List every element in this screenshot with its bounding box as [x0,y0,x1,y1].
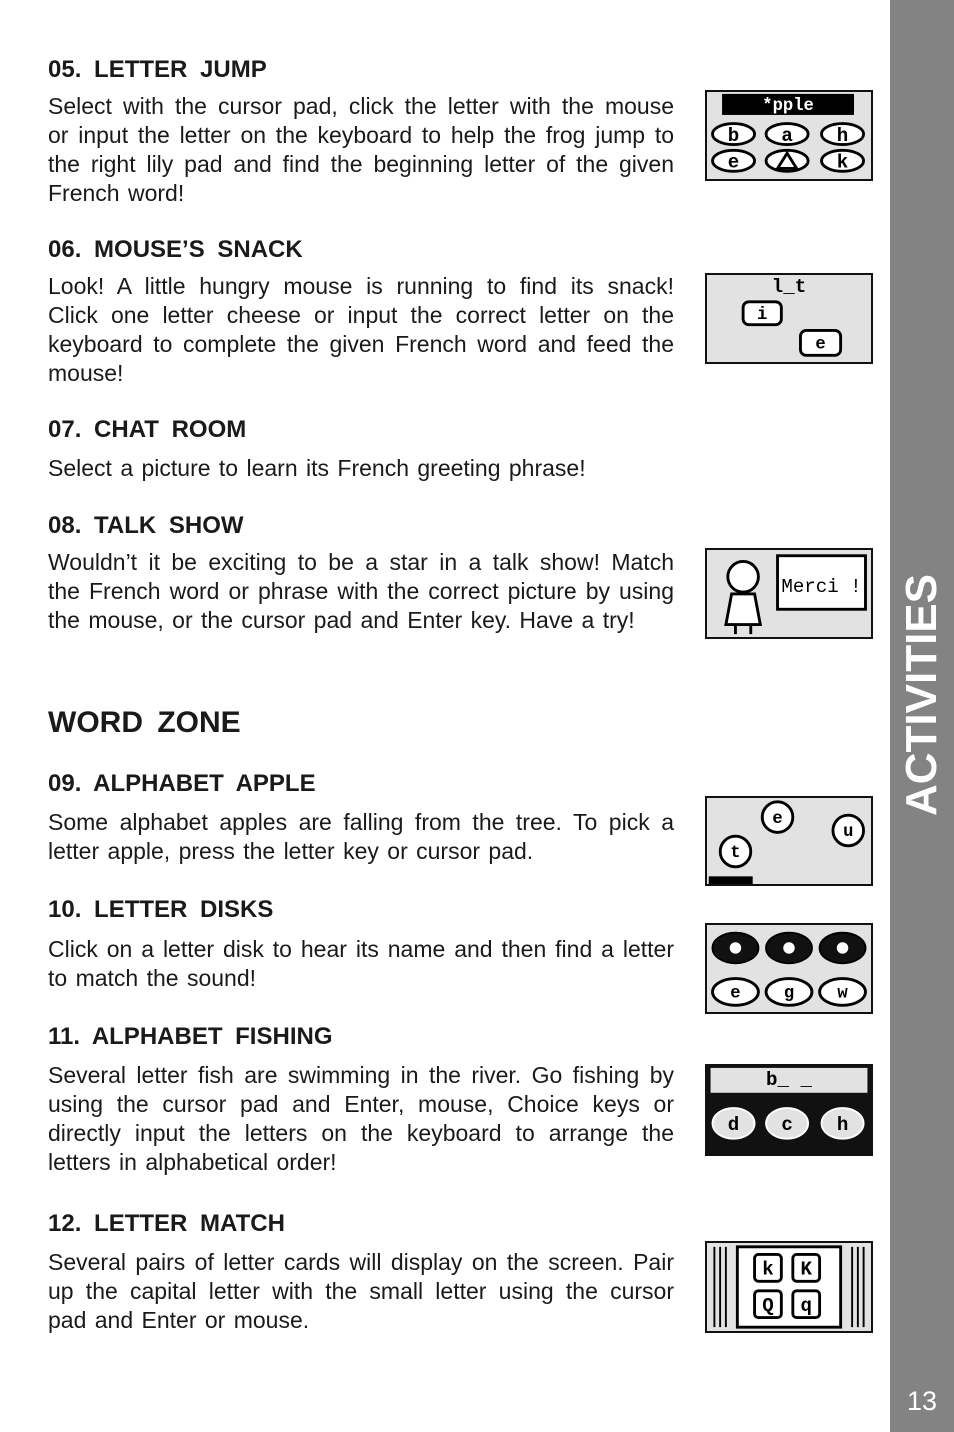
activity-text-mouses-snack: Look! A little hungry mouse is running to find its snack! Click one letter cheese or input the correct letter on the keyboard to complete the given French word and feed the mouse! [48,273,674,386]
activity-heading-mouses-snack: 06. MOUSE’S SNACK [48,236,303,263]
page-number: 13 [906,1386,938,1416]
screenshot-alphabet-fishing [705,1064,873,1156]
screenshot-alphabet-apple [705,796,873,886]
section-title: WORD ZONE [48,706,241,739]
screen-letter: e [727,151,740,174]
activity-text-alphabet-apple: Some alphabet apples are falling from the tree. To pick a letter apple, press the letter key or cursor pad. [48,809,674,864]
activity-text-talk-show: Wouldn’t it be exciting to be a star in a talk show! Match the French word or phrase with the correct picture by using the mouse, or the cursor pad and Enter key. Have a try! [48,549,674,633]
screenshot-letter-match [705,1241,873,1333]
screen-letter: k [762,1258,774,1281]
activity-text-chat-room: Select a picture to learn its French greeting phrase! [48,455,586,481]
activity-heading-letter-disks: 10. LETTER DISKS [48,896,274,923]
activity-heading-alphabet-apple: 09. ALPHABET APPLE [48,770,316,797]
screen-letter: i [757,305,768,325]
screen-word: l_t [771,276,807,299]
screen-letter: h [836,1114,849,1137]
screenshot-mouses-snack [705,273,873,364]
screen-letter: d [727,1114,740,1137]
screen-letter: t [730,844,741,864]
screen-letter: g [783,984,795,1004]
girl-icon [726,561,760,634]
activity-heading-alphabet-fishing: 11. ALPHABET FISHING [48,1023,333,1050]
screenshot-letter-disks [705,923,873,1014]
activity-heading-letter-jump: 05. LETTER JUMP [48,56,267,83]
screen-letter: h [836,124,849,147]
screen-letter: e [815,335,826,355]
screen-letter: e [772,809,783,829]
activity-heading-letter-match: 12. LETTER MATCH [48,1210,285,1237]
card-board [737,1247,840,1327]
activity-text-letter-disks: Click on a letter disk to hear its name and then find a letter to match the sound! [48,936,674,991]
activity-text-letter-jump: Select with the cursor pad, click the letter with the mouse or input the letter on the keyboard to help the frog jump to the right lily pad and find the beginning letter of the given French word! [48,93,674,206]
activity-text-alphabet-fishing: Several letter fish are swimming in the river. Go fishing by using the cursor pad and Enter, mouse, Choice keys or directly input the letters on the keyboard to arrange the letters in alphabetical order! [48,1062,674,1175]
activity-heading-chat-room: 07. CHAT ROOM [48,416,247,443]
screenshot-letter-jump [705,90,873,181]
side-tab-label: ACTIVITIES [897,573,946,817]
screen-letter: c [781,1114,793,1137]
side-tab [890,0,954,1432]
screen-letter: w [837,984,848,1004]
screen-letter: e [730,984,741,1004]
screen-letter: K [800,1258,812,1281]
screen-letter: b [727,124,740,147]
screen-word: b_ _ [766,1069,812,1092]
screen-letter: k [836,151,849,174]
activity-heading-talk-show: 08. TALK SHOW [48,512,244,539]
screen-word: Merci ! [781,576,862,599]
screen-letter: Q [762,1294,774,1317]
screen-letter: a [781,124,793,147]
screen-letter: u [843,823,854,843]
screen-letter: q [800,1294,812,1317]
activity-text-letter-match: Several pairs of letter cards will display on the screen. Pair up the capital letter with the small letter using the cursor pad and Enter or mouse. [48,1249,674,1333]
screenshot-talk-show [705,548,873,639]
screen-word: *pple [762,97,814,117]
